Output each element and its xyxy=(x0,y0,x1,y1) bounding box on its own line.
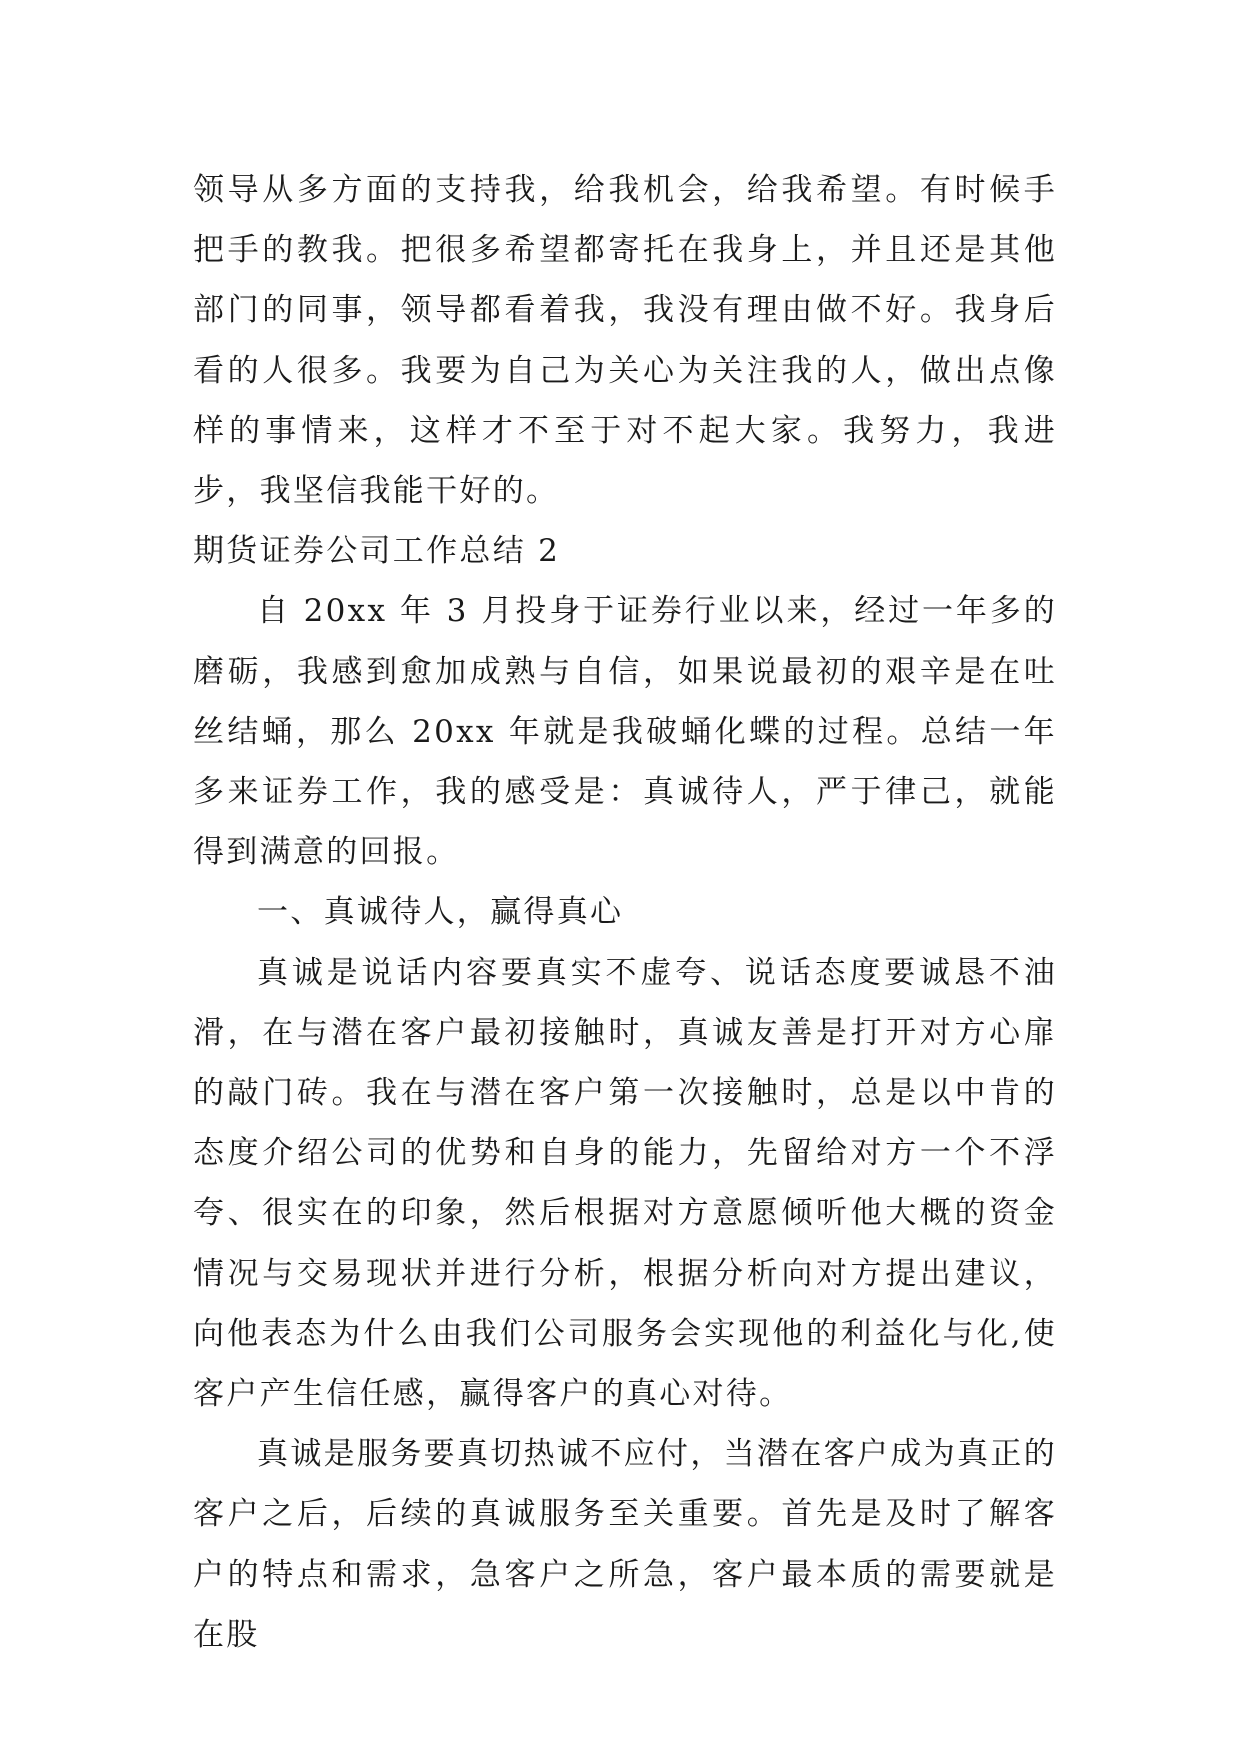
intro-paragraph: 领导从多方面的支持我，给我机会，给我希望。有时候手把手的教我。把很多希望都寄托在我身上，并且还是其他部门的同事，领导都看着我，我没有理由做不好。我身后看的人很多。我要为自己为关心为关注我的人，做出点像样的事情来，这样才不至于对不起大家。我努力，我进步，我坚信我能干好的。 xyxy=(193,172,1057,510)
paragraph-1: 自 20xx 年 3 月投身于证券行业以来，经过一年多的磨砺，我感到愈加成熟与自信，如果说最初的艰辛是在吐丝结蛹，那么 20xx 年就是我破蛹化蝶的过程。总结一年多来证券工作，我的感受是：真诚待人，严于律己，就能得到满意的回报。 xyxy=(193,593,1057,871)
paragraph-3: 真诚是服务要真切热诚不应付，当潜在客户成为真正的客户之后，后续的真诚服务至关重要。首先是及时了解客户的特点和需求，急客户之所急，客户最本质的需要就是在股 xyxy=(193,1436,1057,1653)
subheading-1: 一、真诚待人，赢得真心 xyxy=(257,894,624,931)
section-title: 期货证券公司工作总结 2 xyxy=(193,533,561,570)
paragraph-2: 真诚是说话内容要真实不虚夸、说话态度要诚恳不油滑，在与潜在客户最初接触时，真诚友善是打开对方心扉的敲门砖。我在与潜在客户第一次接触时，总是以中肯的态度介绍公司的优势和自身的能力，先留给对方一个不浮夸、很实在的印象，然后根据对方意愿倾听他大概的资金情况与交易现状并进行分析，根据分析向对方提出建议，向他表态为什么由我们公司服务会实现他的利益化与化,使客户产生信任感，赢得客户的真心对待。 xyxy=(193,954,1057,1413)
document-page xyxy=(193,160,1057,1665)
